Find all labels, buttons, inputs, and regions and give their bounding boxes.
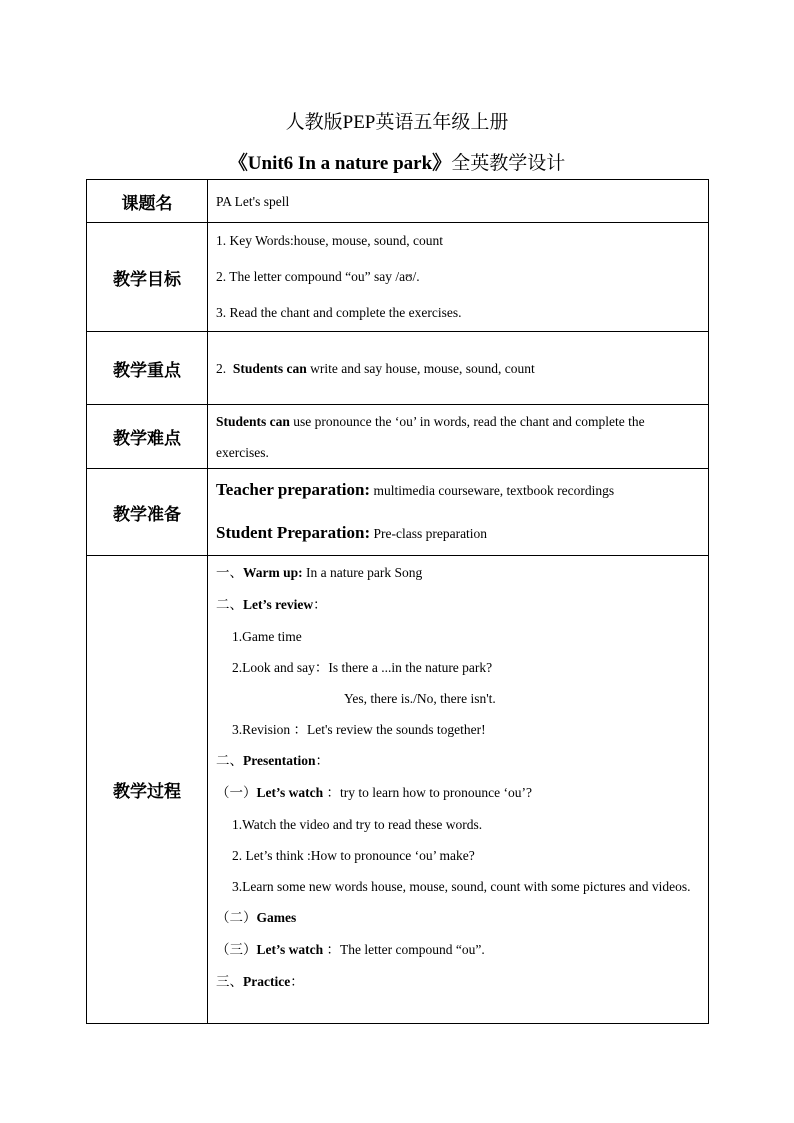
preparation-content: [208, 469, 709, 556]
topic-label: 课题名: [87, 180, 208, 223]
process-step: 3.Learn some new words house, mouse, sound, count with some pictures and videos.: [232, 879, 691, 894]
process-step: Yes, there is./No, there isn't.: [344, 691, 496, 706]
topic-text: PA Let's spell: [216, 193, 290, 209]
row-topic: [87, 180, 709, 223]
document-subtitle: [0, 148, 794, 175]
process-step: 1.Watch the video and try to read these words.: [232, 817, 483, 832]
process-label: 教学过程: [87, 556, 208, 1024]
row-difficulties: [87, 405, 709, 469]
preparation-label: 教学准备: [87, 469, 208, 556]
process-step: 3.Revision ：Let's review the sounds together!: [232, 722, 486, 737]
row-key-points: [87, 332, 709, 405]
objectives-content: [208, 223, 709, 332]
topic-value: [208, 180, 709, 223]
teacher-preparation: Teacher preparation: multimedia courseware, textbook recordings: [216, 480, 615, 499]
objective-item: 3. Read the chant and complete the exercises.: [216, 305, 462, 320]
key-points-content: [208, 332, 709, 405]
key-points-text: 2. Students can write and say house, mouse, sound, count: [216, 360, 535, 376]
difficulties-content: [208, 405, 709, 469]
process-step: 2.Look and say：Is there a ...in the nature park?: [232, 660, 493, 675]
objective-item: 1. Key Words:house, mouse, sound, count: [216, 233, 444, 248]
objectives-label: 教学目标: [87, 223, 208, 332]
process-games: （二）Games: [216, 910, 297, 926]
process-presentation: 二、Presentation：: [216, 753, 329, 769]
process-step: 2. Let’s think :How to pronounce ‘ou’ make?: [232, 848, 475, 863]
subtitle-unit: 《Unit6 In a nature park》: [228, 153, 452, 174]
key-points-label: 教学重点: [87, 332, 208, 405]
difficulties-label: 教学难点: [87, 405, 208, 469]
process-review: 二、Let’s review：: [216, 597, 327, 613]
lesson-plan-table: [86, 179, 709, 1024]
document-title: 人教版PEP英语五年级上册: [285, 112, 509, 133]
process-step: 1.Game time: [232, 629, 302, 644]
objective-item: 2. The letter compound “ou” say /aʊ/.: [216, 269, 420, 284]
difficulties-text: Students can use pronounce the ‘ou’ in words, read the chant and complete the exercises.: [216, 413, 645, 460]
process-lets-watch-2: （三）Let’s watch ：The letter compound “ou”.: [216, 942, 485, 958]
process-warm-up: 一、Warm up: In a nature park Song: [216, 565, 423, 581]
process-content: [208, 556, 709, 1024]
subtitle-design: 全英教学设计: [451, 153, 566, 174]
row-process: [87, 556, 709, 1024]
process-practice: 三、Practice：: [216, 974, 304, 990]
process-lets-watch: （一）Let’s watch ：try to learn how to pronounce ‘ou’?: [216, 785, 532, 801]
row-objectives: [87, 223, 709, 332]
student-preparation: Student Preparation: Pre-class preparation: [216, 523, 488, 542]
row-preparation: [87, 469, 709, 556]
